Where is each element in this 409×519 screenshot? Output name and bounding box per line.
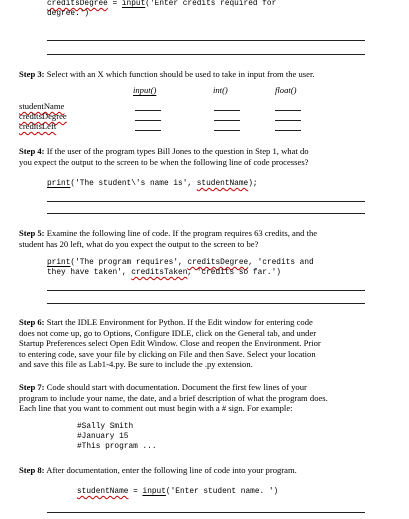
example-comment-2: #January 15 [77, 433, 129, 441]
step4-line1 [19, 146, 309, 156]
step5-code2 [47, 269, 281, 278]
answer-line [47, 54, 365, 55]
code-end: , 'credits so far.') [187, 269, 281, 277]
step3-text: Select with an X which function should be used to take in input from the user. [46, 69, 315, 79]
step6-line4: to entering code, save your file by clicking on File and then Save. Select your location [19, 348, 316, 359]
step5-label: Step 5: [19, 228, 45, 238]
code-fn: print [47, 259, 71, 267]
step4-code [47, 180, 258, 189]
answer-line [47, 512, 365, 513]
step8-text: After documentation, enter the following line of code into your program. [46, 465, 297, 475]
code-op: = [128, 488, 143, 496]
step4-label: Step 4: [19, 146, 45, 156]
step5-code1 [47, 259, 314, 268]
step3-paragraph [19, 69, 315, 79]
step6-label: Step 6: [19, 317, 45, 327]
step6-text: Start the IDLE Environment for Python. If the Edit window for entering code [46, 317, 313, 327]
blank-int-creditsdegree[interactable] [214, 120, 240, 121]
blank-input-creditsleft[interactable] [135, 130, 161, 131]
step5-line1 [19, 228, 317, 238]
code-op: = [107, 0, 122, 8]
step7-text: Code should start with documentation. Document the first few lines of your [46, 382, 307, 392]
step3-label: Step 3: [19, 69, 45, 79]
code-fn: input [121, 0, 146, 8]
step6-line2: does not come up, go to Options, Configure IDLE, click on the General tab, and under [19, 327, 317, 338]
code-var: creditsDegree [47, 0, 108, 8]
answer-line [47, 303, 365, 304]
code-fn: print [47, 180, 71, 188]
code-line-credits-degree [47, 0, 276, 9]
row-label-creditsleft: creditsLeft [19, 121, 57, 131]
code-rest: ('Enter credits required for [145, 0, 277, 8]
answer-line [47, 290, 365, 291]
code-end: , 'credits and [248, 259, 314, 267]
step6-line1 [19, 317, 313, 327]
code-mid: ('The student\'s name is', [70, 180, 197, 188]
step8-label: Step 8: [19, 465, 45, 475]
step7-line1 [19, 382, 307, 392]
answer-line [47, 201, 365, 202]
answer-line [47, 40, 365, 41]
blank-float-creditsleft[interactable] [275, 130, 301, 131]
step8-paragraph [19, 465, 297, 475]
header-input: input() [133, 85, 157, 95]
code-mid: ('The program requires', [70, 259, 188, 267]
header-int: int() [213, 85, 228, 95]
step7-line3: Each line that you want to comment out must begin with a # sign. For example: [19, 403, 293, 413]
code-var: studentName [77, 488, 129, 496]
step6-line5: and save this file as Lab1-4.py. Be sure to include the .py extension. [19, 359, 253, 369]
step8-code [77, 488, 278, 497]
row-label-studentname: studentName [19, 101, 65, 111]
code-var: creditsDegree [187, 259, 249, 267]
code-end: ('Enter student name. ') [165, 488, 279, 496]
step4-text: If the user of the program types Bill Jones to the question in Step 1, what do [46, 146, 309, 156]
step5-text: Examine the following line of code. If the program requires 63 credits, and the [46, 228, 318, 238]
step6-line3: Startup Preferences select Open Edit Window. Close and reopen the Environment. Prior [19, 338, 321, 348]
blank-int-creditsleft[interactable] [214, 130, 240, 131]
code-var: creditsTaken [131, 269, 188, 277]
example-comment-3: #This program ... [77, 443, 157, 451]
step5-line2: student has 20 left, what do you expect the output to the screen to be? [19, 239, 259, 249]
blank-float-creditsdegree[interactable] [275, 120, 301, 121]
step7-label: Step 7: [19, 382, 45, 392]
example-comment-1: #Sally Smith [77, 423, 134, 431]
header-float: float() [275, 85, 297, 95]
step4-line2: you expect the output to the screen to be when the following line of code processes? [19, 157, 309, 167]
blank-input-creditsdegree[interactable] [135, 120, 161, 121]
code-fn: input [142, 488, 166, 496]
row-label-creditsdegree: creditsDegree [19, 111, 67, 121]
blank-float-studentname[interactable] [275, 110, 301, 111]
step7-line2: program to include your name, the date, and a brief description of what the program does. [19, 392, 328, 403]
code-line-degree: degree.') [47, 10, 90, 18]
code-end: ); [248, 180, 258, 188]
blank-int-studentname[interactable] [214, 110, 240, 111]
blank-input-studentname[interactable] [135, 110, 161, 111]
code-var: studentName [196, 180, 249, 188]
answer-line [47, 213, 365, 214]
code-start: they have taken', [47, 269, 132, 277]
